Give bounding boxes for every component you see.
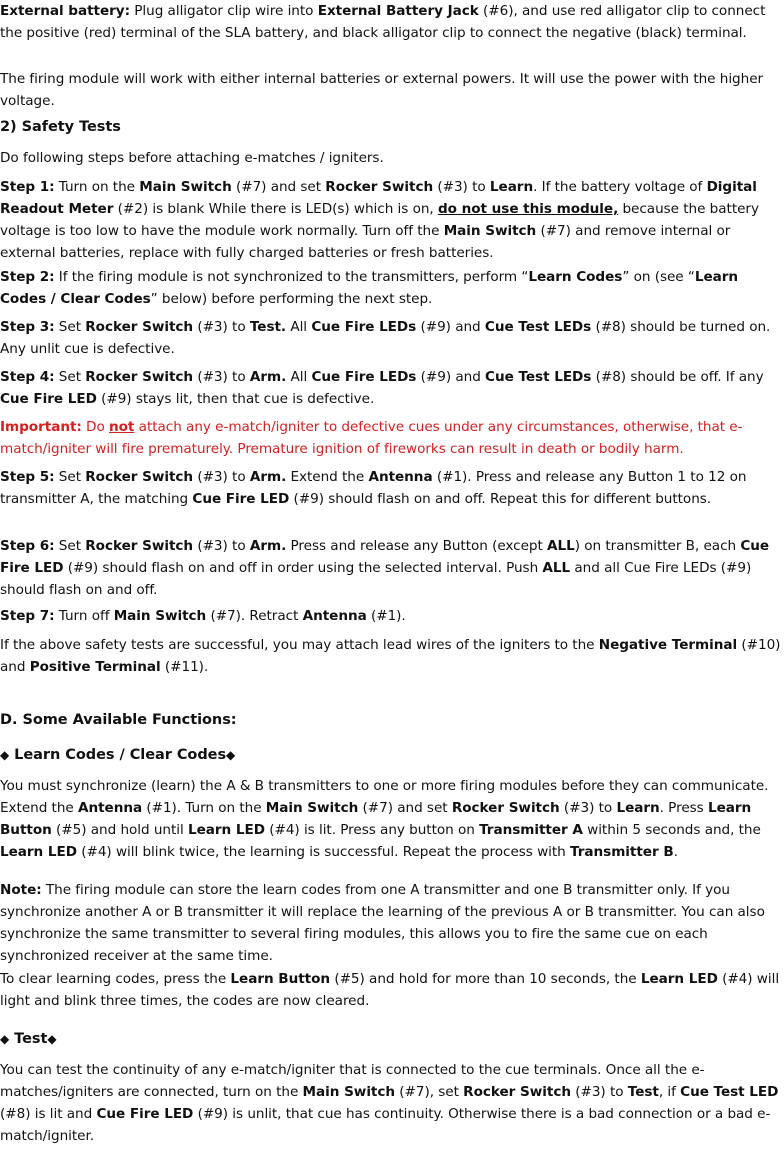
term: Main Switch [302, 1084, 396, 1100]
term: Transmitter A [479, 822, 583, 838]
term: Digital Readout Meter [0, 179, 757, 217]
text: All [286, 369, 312, 385]
text: Turn on the [54, 179, 140, 195]
term: Cue Fire LEDs [311, 369, 417, 385]
external-battery-lead: External battery: [0, 3, 130, 19]
term: Main Switch [113, 608, 207, 624]
text: (#1). Turn on the [142, 800, 266, 816]
external-battery-paragraph [0, 0, 784, 44]
text: Set [54, 369, 86, 385]
important-label: Important: [0, 419, 82, 435]
term: Learn Button [0, 800, 752, 838]
text: (#6), and use red alligator clip to connect the positive (red) terminal of the SLA battery, and black alligator clip to connect the negative (black) terminal. [0, 3, 766, 41]
text: (#1). [366, 608, 406, 624]
learn-note [0, 879, 784, 967]
term: Positive Terminal [29, 659, 161, 675]
term: Cue Fire LED [192, 491, 290, 507]
text: (#9) stays lit, then that cue is defective. [96, 391, 375, 407]
text: (#9) should flash on and off. Repeat this for different buttons. [289, 491, 712, 507]
term: Rocker Switch [85, 319, 194, 335]
step-6 [0, 535, 784, 601]
text: Extend the [286, 469, 369, 485]
step-label: Step 1: [0, 179, 55, 195]
term: External Battery Jack [317, 3, 479, 19]
text: (#8) is lit and [0, 1106, 97, 1122]
text: , if [658, 1084, 681, 1100]
text: (#9) should flash on and off in order using the selected interval. Push [63, 560, 543, 576]
step-label: Step 7: [0, 608, 55, 624]
text: Turn off [54, 608, 114, 624]
text: (#3) to [193, 538, 250, 554]
term: Learn Codes [528, 269, 623, 285]
text: (#10) and [0, 637, 781, 675]
heading-label: Test [9, 1031, 48, 1047]
text: within 5 seconds and, the [582, 822, 761, 838]
term: Antenna [368, 469, 433, 485]
text: . Press [659, 800, 708, 816]
clear-codes-paragraph [0, 968, 784, 1012]
text: (#3) to [193, 469, 250, 485]
important-warning [0, 416, 784, 460]
heading-label: Learn Codes / Clear Codes [9, 747, 227, 763]
term: Test. [249, 319, 287, 335]
after-tests-paragraph [0, 634, 784, 678]
safety-tests-heading: 2) Safety Tests [0, 119, 121, 135]
term: Learn Codes / Clear Codes [0, 269, 739, 307]
text: (#9) is unlit, that cue has continuity. Otherwise there is a bad connection or a bad e-match/igniter. [0, 1106, 771, 1144]
text: attach any e-match/igniter to defective cues under any circumstances, otherwise, that e-match/igniter will fire prematurely. Premature ignition of fireworks can result in death or bodily harm. [0, 419, 743, 457]
term: Arm. [249, 369, 287, 385]
term: Learn LED [0, 844, 77, 860]
text: You must synchronize (learn) the A & B transmitters to one or more firing modules before they can communicate. Extend the [0, 778, 769, 816]
step-label: Step 6: [0, 538, 55, 554]
term: Cue Fire LEDs [311, 319, 417, 335]
text: (#7). Retract [206, 608, 303, 624]
text: Do [81, 419, 110, 435]
term: ALL [547, 538, 575, 554]
diamond-icon: ◆ [226, 748, 236, 762]
term: Antenna [77, 800, 143, 816]
term: Cue Fire LED [0, 538, 770, 576]
text: (#4) will blink twice, the learning is successful. Repeat the process with [76, 844, 571, 860]
term: Transmitter B [570, 844, 674, 860]
term: Learn [616, 800, 660, 816]
term: Rocker Switch [451, 800, 560, 816]
term: Main Switch [443, 223, 537, 239]
text: ” below) before performing the next step. [150, 291, 433, 307]
text: and all Cue Fire LEDs (#9) should flash on and off. [0, 560, 752, 598]
text: (#7) and remove internal or external batteries, replace with fully charged batteries or fresh batteries. [0, 223, 731, 261]
step-5 [0, 466, 784, 510]
step-label: Step 3: [0, 319, 55, 335]
text: Set [54, 319, 86, 335]
text: All [286, 319, 312, 335]
step-3 [0, 316, 784, 360]
step-label: Step 2: [0, 269, 55, 285]
text: (#3) to [570, 1084, 628, 1100]
text: You can test the continuity of any e-match/igniter that is connected to the cue terminals. Once all the e-matches/igniters are connected, turn on the [0, 1062, 705, 1100]
diamond-icon: ◆ [47, 1032, 57, 1046]
step-2 [0, 266, 784, 310]
text: (#8) should be turned on. Any unlit cue is defective. [0, 319, 771, 357]
term: Rocker Switch [325, 179, 434, 195]
term: Cue Fire LED [0, 391, 97, 407]
text: ” on (see “ [622, 269, 695, 285]
power-paragraph: The firing module will work with either internal batteries or external powers. It will use the power with the higher voltage. [0, 71, 764, 109]
text: If the firing module is not synchronized to the transmitters, perform “ [54, 269, 529, 285]
diamond-icon: ◆ [0, 748, 10, 762]
warning-term: not [109, 419, 135, 435]
text: Set [54, 538, 86, 554]
text: (#1). Press and release any Button 1 to 12 on transmitter A, the matching [0, 469, 747, 507]
learn-codes-heading [0, 744, 784, 766]
term: Cue Test LEDs [485, 369, 592, 385]
text: The firing module can store the learn codes from one A transmitter and one B transmitter only. If you synchronize another A or B transmitter it will replace the learning of the previous A or B transmitter. You can also synchronize the same transmitter to several firing modules, this allows you to fire the same cue on each synchronized receiver at the same time. [0, 882, 765, 964]
note-label: Note: [0, 882, 42, 898]
term: Rocker Switch [463, 1084, 571, 1100]
term: Test [627, 1084, 659, 1100]
step-label: Step 4: [0, 369, 55, 385]
text: (#3) to [433, 179, 490, 195]
term: Rocker Switch [85, 369, 194, 385]
text: (#3) to [193, 319, 250, 335]
text: (#3) to [193, 369, 250, 385]
term: Main Switch [139, 179, 232, 195]
text: ) on transmitter B, each [574, 538, 741, 554]
text: (#9) and [416, 319, 485, 335]
text: (#7) and set [358, 800, 452, 816]
text: (#4) will light and blink three times, the codes are now cleared. [0, 971, 780, 1009]
text: . [673, 844, 678, 860]
term: Rocker Switch [85, 538, 194, 554]
diamond-icon: ◆ [0, 1032, 10, 1046]
text: Press and release any Button (except [286, 538, 548, 554]
text: (#3) to [559, 800, 617, 816]
term: Learn Button [230, 971, 331, 987]
test-paragraph [0, 1059, 784, 1147]
text: To clear learning codes, press the [0, 971, 231, 987]
term: Learn LED [640, 971, 718, 987]
text: (#5) and hold until [51, 822, 188, 838]
text: (#4) is lit. Press any button on [264, 822, 480, 838]
term: Cue Test LED [680, 1084, 779, 1100]
learn-codes-paragraph [0, 775, 784, 863]
safety-intro: Do following steps before attaching e-matches / igniters. [0, 150, 384, 166]
text: Plug alligator clip wire into [130, 3, 318, 19]
term: Negative Terminal [598, 637, 738, 653]
step-4 [0, 366, 784, 410]
text: Set [54, 469, 86, 485]
section-d-heading: D. Some Available Functions: [0, 712, 237, 728]
step-1 [0, 176, 784, 264]
text: (#2) is blank While there is LED(s) which is on, [113, 201, 438, 217]
text: (#8) should be off. If any [591, 369, 764, 385]
term: Arm. [249, 469, 287, 485]
term: Main Switch [265, 800, 359, 816]
term: Cue Fire LED [96, 1106, 194, 1122]
term: ALL [542, 560, 571, 576]
term: Learn LED [188, 822, 265, 838]
text: (#7) and set [231, 179, 326, 195]
step-7 [0, 605, 784, 627]
text: If the above safety tests are successful, you may attach lead wires of the igniters to the [0, 637, 599, 653]
text: (#9) and [416, 369, 486, 385]
text: because the battery voltage is too low to have the module work normally. Turn off the [0, 201, 759, 239]
term: Cue Test LEDs [484, 319, 592, 335]
term: Learn [489, 179, 534, 195]
term: Antenna [302, 608, 367, 624]
step-label: Step 5: [0, 469, 55, 485]
text: . If the battery voltage of [533, 179, 707, 195]
term: Rocker Switch [85, 469, 194, 485]
text: (#11). [160, 659, 209, 675]
text: (#7), set [395, 1084, 464, 1100]
warning-term: do not use this module, [437, 201, 619, 217]
term: Arm. [249, 538, 287, 554]
text: (#5) and hold for more than 10 seconds, the [330, 971, 641, 987]
test-heading [0, 1028, 784, 1050]
